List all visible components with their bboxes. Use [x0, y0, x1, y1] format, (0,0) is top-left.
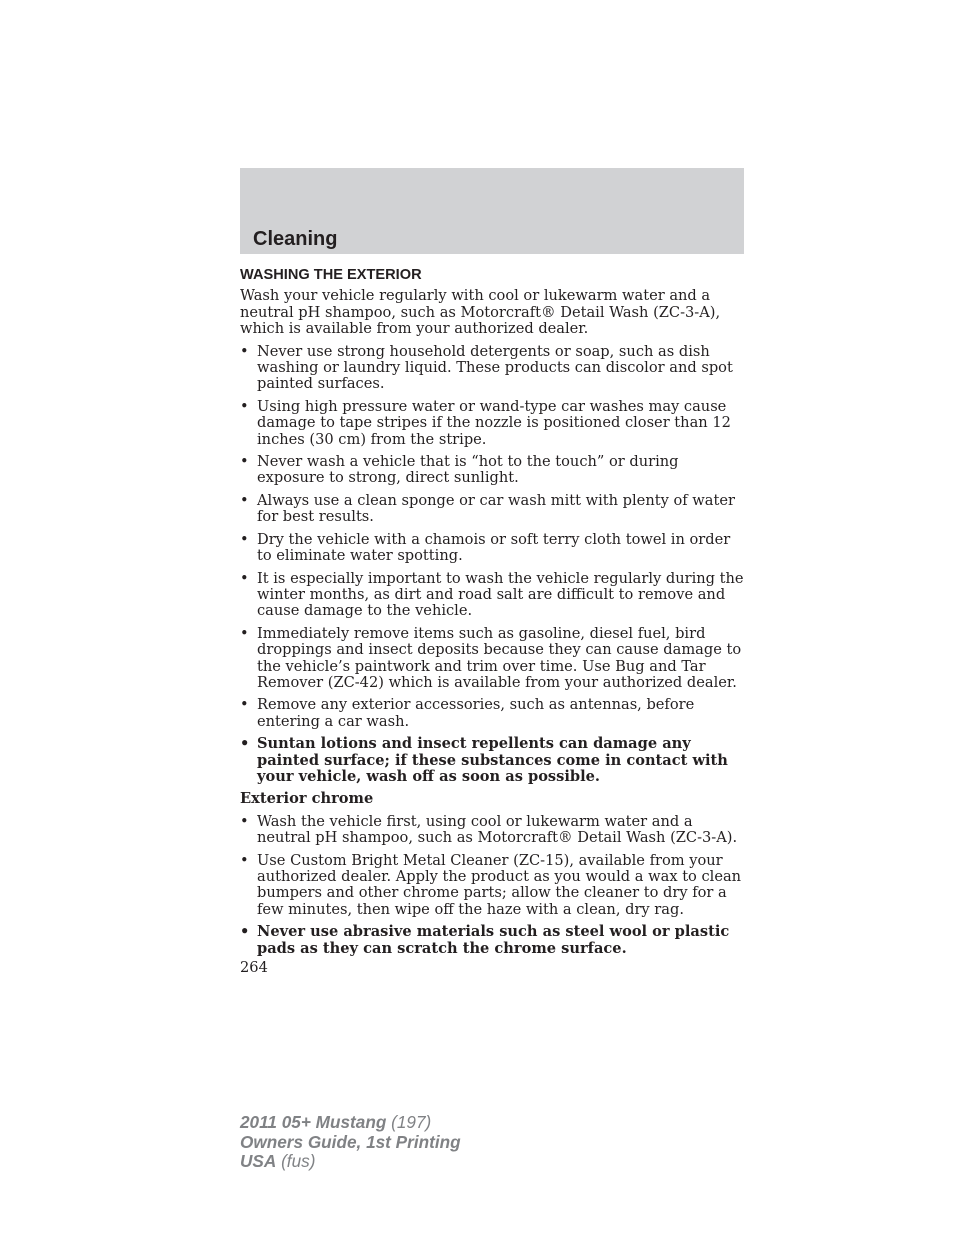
footer-market: USA [240, 1151, 277, 1171]
list-item [240, 626, 745, 692]
list-item-text: Use Custom Bright Metal Cleaner (ZC-15), available from your authorized dealer. Apply the product as you would a wax to clean bumpers and other chrome parts; allow the cleaner to dry for a few minutes, then wipe off the haze with a clean, dry rag. [257, 851, 742, 918]
list-item-text: Wash the vehicle first, using cool or lukewarm water and a neutral pH shampoo, such as Motorcraft® Detail Wash (ZC-3-A). [257, 812, 738, 847]
bullet-marker: • [240, 453, 249, 471]
list-item-text: Using high pressure water or wand-type car washes may cause damage to tape stripes if the nozzle is positioned closer than 12 inches (30 cm) from the stripe. [257, 397, 731, 448]
list-item-text: Dry the vehicle with a chamois or soft terry cloth towel in order to eliminate water spotting. [257, 530, 731, 565]
list-item [240, 454, 745, 487]
section-header-band [240, 168, 744, 254]
list-item-text: Suntan lotions and insect repellents can damage any painted surface; if these substances come in contact with your vehicle, wash off as soon as possible. [257, 735, 728, 785]
list-item [240, 814, 745, 847]
footer-market-code: (fus) [281, 1151, 316, 1171]
page-content [240, 267, 745, 976]
washing-heading: WASHING THE EXTERIOR [240, 267, 422, 283]
list-item-text: Never wash a vehicle that is “hot to the touch” or during exposure to strong, direct sunlight. [257, 453, 679, 487]
bullet-marker: • [240, 735, 250, 753]
list-item-text: Never use abrasive materials such as steel wool or plastic pads as they can scratch the chrome surface. [257, 923, 730, 957]
chrome-bullet-list [240, 814, 745, 957]
footer-line-market [240, 1152, 461, 1172]
bullet-marker: • [240, 624, 249, 642]
list-item [240, 493, 745, 526]
bullet-marker: • [240, 530, 249, 548]
footer-model-code: (197) [391, 1112, 432, 1132]
list-item [240, 532, 745, 565]
list-item [240, 399, 745, 448]
bullet-marker: • [240, 397, 249, 415]
exterior-chrome-heading: Exterior chrome [240, 790, 374, 808]
list-item-text: Always use a clean sponge or car wash mitt with plenty of water for best results. [257, 491, 735, 526]
footer-guide: Owners Guide, 1st Printing [240, 1131, 461, 1152]
list-item [240, 571, 745, 620]
bullet-marker: • [240, 812, 249, 830]
intro-paragraph: Wash your vehicle regularly with cool or lukewarm water and a neutral pH shampoo, such as Motorcraft® Detail Wash (ZC-3-A), which is available from your authorized dealer. [240, 287, 721, 338]
list-item-text: Never use strong household detergents or soap, such as dish washing or laundry liquid. These products can discolor and spot painted surfaces. [257, 342, 733, 393]
bullet-marker: • [240, 569, 249, 587]
list-item [240, 853, 745, 919]
warning-list-item [240, 736, 745, 785]
bullet-marker: • [240, 491, 249, 509]
section-title: Cleaning [253, 228, 338, 250]
footer-line-guide [240, 1133, 461, 1153]
bullet-marker: • [240, 851, 249, 869]
bullet-marker: • [240, 923, 250, 941]
list-item-text: Remove any exterior accessories, such as antennas, before entering a car wash. [257, 696, 695, 730]
bullet-marker: • [240, 696, 249, 714]
warning-list-item [240, 924, 745, 957]
footer-model: 2011 05+ Mustang [240, 1112, 387, 1132]
bullet-marker: • [240, 342, 249, 360]
footer-line-model [240, 1113, 461, 1133]
list-item [240, 344, 745, 393]
list-item-text: Immediately remove items such as gasoline, diesel fuel, bird droppings and insect deposits because they can cause damage to the vehicle’s paintwork and trim over time. Use Bug and Tar Remover (ZC-42) which is available from your authorized dealer. [257, 624, 742, 691]
document-footer [240, 1113, 461, 1172]
list-item-text: It is especially important to wash the vehicle regularly during the winter months, as dirt and road salt are difficult to remove and cause damage to the vehicle. [257, 569, 744, 620]
page-number: 264 [240, 959, 268, 977]
washing-bullet-list [240, 344, 745, 786]
list-item [240, 697, 745, 730]
